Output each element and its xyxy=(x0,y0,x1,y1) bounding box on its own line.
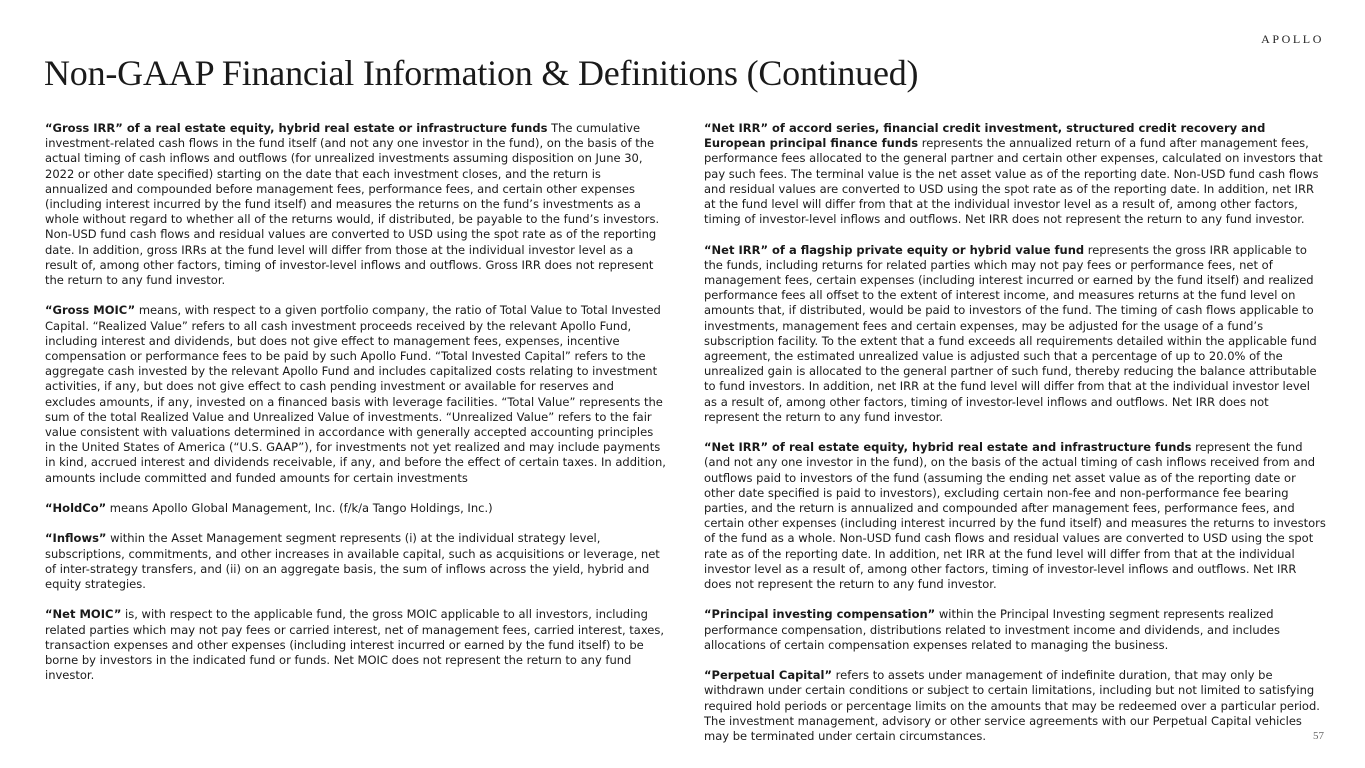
definition-net-irr-credit xyxy=(704,121,1326,227)
definition-term: “Inflows” xyxy=(45,531,107,546)
definition-body: refers to assets under management of indefinite duration, that may only be withdrawn under certain conditions or subject to certain limitations, including but not limited to satisfying required hold periods or percentage limits on the amounts that may be redeemed over a particular period. The investment management, advisory or other service agreements with our Perpetual Capital vehicles may be terminated under certain circumstances. xyxy=(704,668,1320,744)
definition-net-moic xyxy=(45,607,667,683)
definition-term: “Net IRR” of accord series, financial credit investment, structured credit recovery and European principal finance funds xyxy=(704,121,1266,151)
apollo-logo: APOLLO xyxy=(1261,32,1324,46)
definition-term: “Principal investing compensation” xyxy=(704,607,936,622)
definition-term: “Gross IRR” of a real estate equity, hybrid real estate or infrastructure funds xyxy=(45,121,548,135)
definition-body: is, with respect to the applicable fund, the gross MOIC applicable to all investors, including related parties which may not pay fees or carried interest, net of management fees, carried interest, taxes, transaction expenses and other expenses (including interest incurred or earned by the fund itself) to be borne by investors in the indicated fund or funds. Net MOIC does not represent the return to any fund investor. xyxy=(45,607,665,683)
definition-body: means Apollo Global Management, Inc. (f/k/a Tango Holdings, Inc.) xyxy=(106,501,493,516)
left-column xyxy=(45,121,667,699)
definition-body: means, with respect to a given portfolio company, the ratio of Total Value to Total Invested Capital. “Realized Value” refers to all cash investment proceeds received by the relevant Apollo Fund, including interest and dividends, but does not give effect to management fees, expenses, incentive compensation or performance fees to be paid by such Apollo Fund. “Total Invested Capital” refers to the aggregate cash invested by the relevant Apollo Fund and includes capitalized costs relating to investment activities, if any, but does not give effect to cash pending investment or available for reserves and excludes amounts, if any, invested on a financed basis with leverage facilities. “Total Value” represents the sum of the total Realized Value and Unrealized Value of investments. “Unrealized Value” refers to the fair value consistent with valuations determined in accordance with generally accepted accounting principles in the United States of America (“U.S. GAAP”), for investments not yet realized and may include payments in kind, accrued interest and dividends receivable, if any, and before the effect of certain taxes. In addition, amounts include committed and funded amounts for certain investments xyxy=(45,303,666,485)
definition-gross-moic xyxy=(45,303,667,485)
page-title: Non-GAAP Financial Information & Definitions (Continued) xyxy=(44,53,919,93)
definition-body: represent the fund (and not any one investor in the fund), on the basis of the actual timing of cash inflows received from and outflows paid to investors of the fund (assuming the ending net asset value as of the reporting date or other date specified is paid to investors), excluding certain non-fee and non-performance fee bearing parties, and the return is annualized and compounded after management fees, performance fees, and certain other expenses (including interest incurred by the fund itself) and measures the returns to investors of the fund as a whole. Non-USD fund cash flows and residual values are converted to USD using the spot rate as of the reporting date. In addition, net IRR at the fund level will differ from that at the individual investor level as a result of, among other factors, timing of investor-level inflows and outflows. Net IRR does not represent the return to any fund investor. xyxy=(704,440,1326,592)
definition-perpetual-capital xyxy=(704,668,1326,744)
definition-term: “Net IRR” of a flagship private equity or hybrid value fund xyxy=(704,242,1085,257)
definition-inflows xyxy=(45,531,667,592)
definition-net-irr-flagship xyxy=(704,243,1326,425)
definition-body: within the Asset Management segment represents (i) at the individual strategy level, subscriptions, commitments, and other increases in available capital, such as acquisitions or leverage, net of inter-strategy transfers, and (ii) on an aggregate basis, the sum of inflows across the yield, hybrid and equity strategies. xyxy=(45,531,660,592)
definition-term: “Perpetual Capital” xyxy=(704,668,833,683)
definition-term: “Gross MOIC” xyxy=(45,303,136,318)
definition-principal-investing-compensation xyxy=(704,607,1326,653)
definition-body: within the Principal Investing segment represents realized performance compensation, distributions related to investment income and dividends, and includes allocations of certain compensation expenses related to managing the business. xyxy=(704,607,1280,652)
definition-term: “Net MOIC” xyxy=(45,607,122,622)
definition-term: “HoldCo” xyxy=(45,501,107,516)
page-number: 57 xyxy=(1313,730,1324,742)
definition-term: “Net IRR” of real estate equity, hybrid real estate and infrastructure funds xyxy=(704,440,1192,455)
definition-body: represents the annualized return of a fund after management fees, performance fees allocated to the general partner and certain other expenses, calculated on investors that pay such fees. The terminal value is the net asset value as of the reporting date. Non-USD fund cash flows and residual values are converted to USD using the spot rate as of the reporting date. In addition, net IRR at the fund level will differ from that at the individual investor level as a result of, among other factors, timing of investor-level inflows and outflows. Net IRR does not represent the return to any fund investor. xyxy=(704,136,1323,227)
definition-body: The cumulative investment-related cash flows in the fund itself (and not any one investor in the fund), on the basis of the actual timing of cash inflows and outflows (for unrealized investments assuming disposition on June 30, 2022 or other date specified) starting on the date that each investment closes, and the return is annualized and compounded before management fees, performance fees, and certain other expenses (including interest incurred by the fund itself) and measures the returns on the fund’s investments as a whole without regard to whether all of the returns would, if distributed, be payable to the fund’s investors. Non-USD fund cash flows and residual values are converted to USD using the spot rate as of the reporting date. In addition, gross IRRs at the fund level will differ from those at the individual investor level as a result of, among other factors, timing of investor-level inflows and outflows. Gross IRR does not represent the return to any fund investor. xyxy=(45,121,660,288)
definition-body: represents the gross IRR applicable to the funds, including returns for related parties which may not pay fees or performance fees, net of management fees, certain expenses (including interest incurred or earned by the fund itself) and realized performance fees all offset to the extent of interest income, and measures returns at the fund level on amounts that, if distributed, would be paid to investors of the fund. The timing of cash flows applicable to investments, management fees and certain expenses, may be adjusted for the usage of a fund’s subscription facility. To the extent that a fund exceeds all requirements detailed within the applicable fund agreement, the estimated unrealized value is adjusted such that a percentage of up to 20.0% of the unrealized gain is allocated to the general partner of such fund, thereby reducing the balance attributable to fund investors. In addition, net IRR at the fund level will differ from that at the individual investor level as a result of, among other factors, timing of investor-level inflows and outflows. Net IRR does not represent the return to any fund investor. xyxy=(704,242,1317,424)
definition-net-irr-real-estate xyxy=(704,440,1326,592)
definition-holdco xyxy=(45,501,667,516)
definition-gross-irr-real-estate xyxy=(45,121,667,288)
right-column xyxy=(704,121,1326,759)
